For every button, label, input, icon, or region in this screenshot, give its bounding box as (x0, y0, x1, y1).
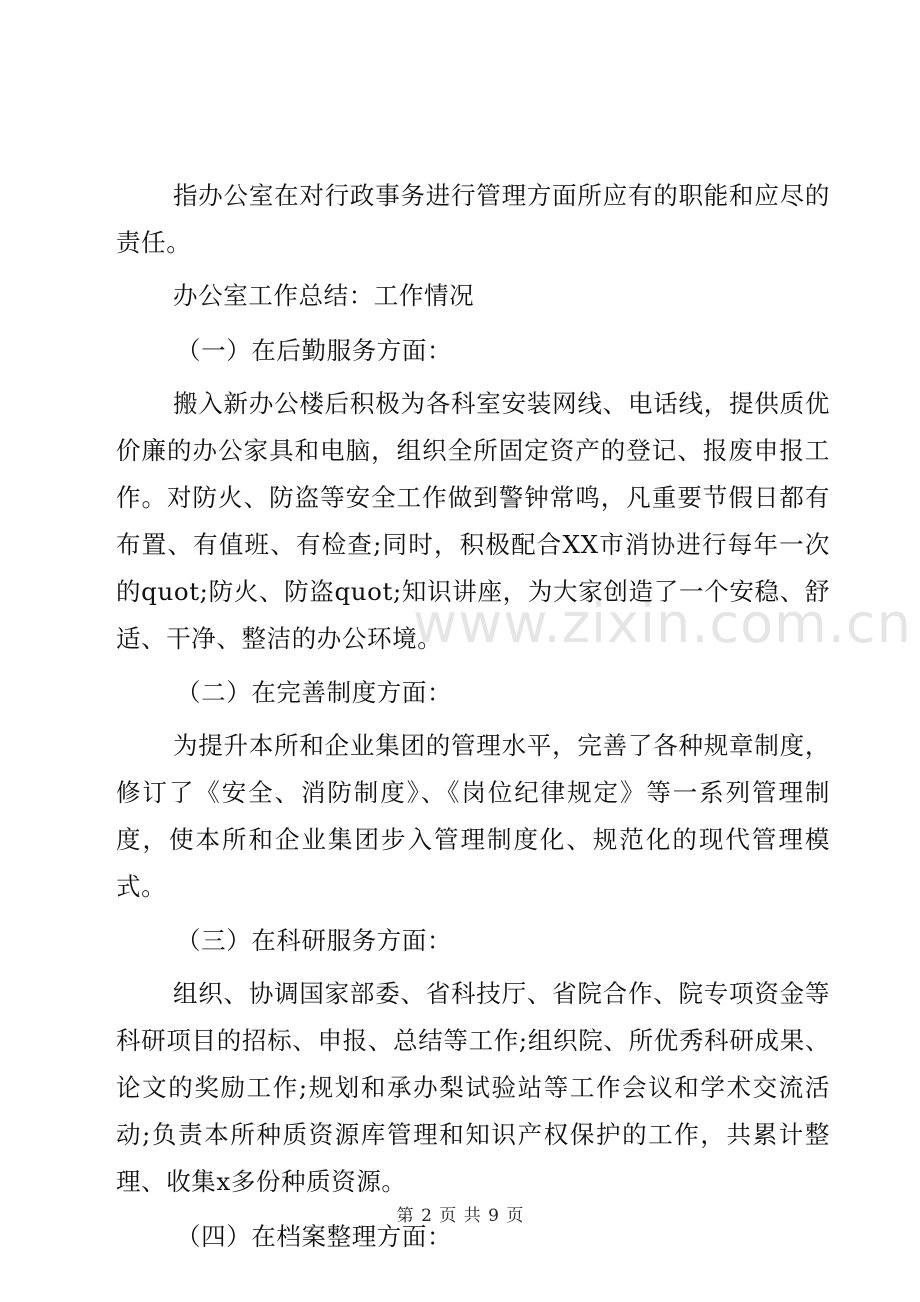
watermark: www.zixin.com.cn (413, 592, 912, 655)
paragraph-2: 办公室工作总结：工作情况 (173, 281, 475, 310)
section-heading-3: （三）在科研服务方面： (176, 926, 453, 955)
section-heading-2: （二）在完善制度方面： (176, 678, 453, 707)
section-heading-1: （一）在后勤服务方面： (176, 336, 453, 365)
paragraph-5: 组织、协调国家部委、省科技厅、省院合作、院专项资金等科研项目的招标、申报、总结等工作;组织院、所优秀科研成果、论文的奖励工作;规划和承办梨试验站等工作会议和学术交流活动;负责本所种质资源库管理和知识产权保护的工作，共累计整理、收集x多份种质资源。 (116, 979, 830, 1196)
paragraph-4: 为提升本所和企业集团的管理水平，完善了各种规章制度，修订了《安全、消防制度》、《岗位纪律规定》等一系列管理制度，使本所和企业集团步入管理制度化、规范化的现代管理模式。 (116, 731, 830, 901)
paragraph-3: 搬入新办公楼后积极为各科室安装网线、电话线，提供质优价廉的办公家具和电脑，组织全所固定资产的登记、报废申报工作。对防火、防盗等安全工作做到警钟常鸣，凡重要节假日都有布置、有值班、有检查;同时，积极配合XX市消协进行每年一次的quot;防火、防盗quot;知识讲座，为大家创造了一个安稳、舒适、干净、整洁的办公环境。 (116, 389, 830, 653)
page-number-footer: 第 2 页 共 9 页 (396, 1206, 524, 1226)
section-heading-4: （四）在档案整理方面： (176, 1222, 453, 1251)
document-body (116, 172, 830, 1260)
paragraph-1: 指办公室在对行政事务进行管理方面所应有的职能和应尽的责任。 (116, 181, 830, 257)
